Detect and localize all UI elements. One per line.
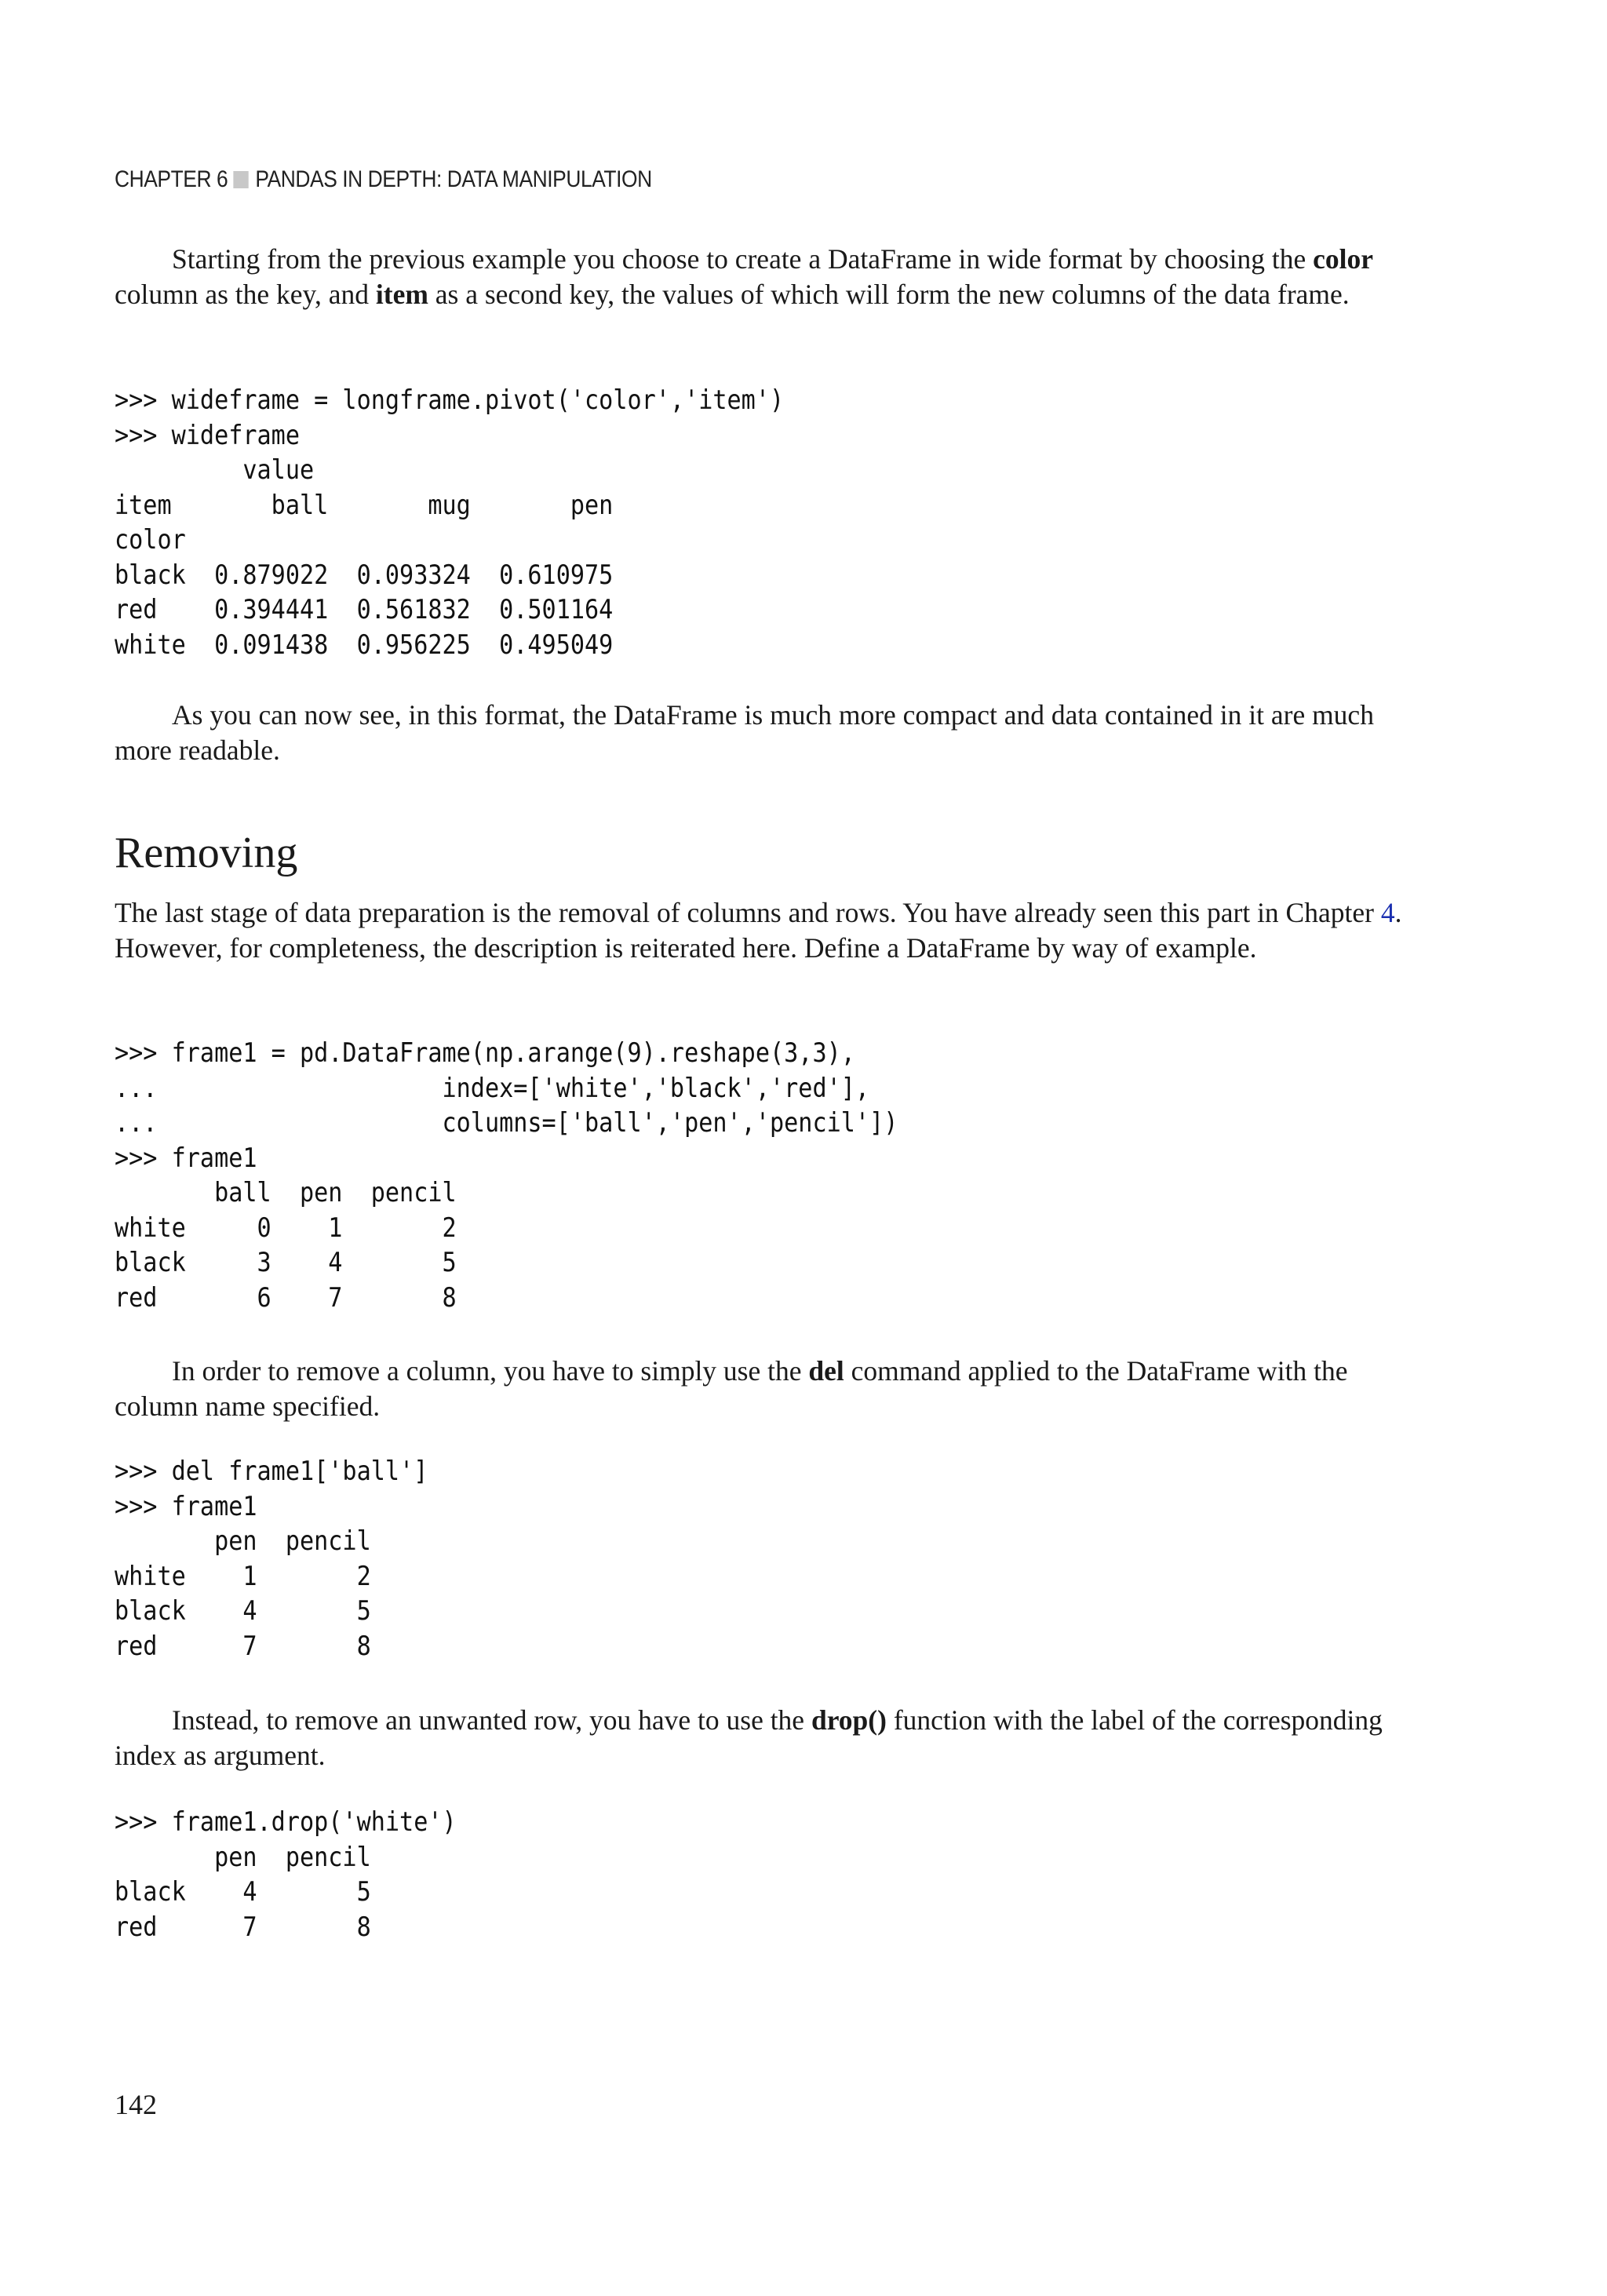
page-number: 142 bbox=[115, 2089, 157, 2120]
section-heading: Removing bbox=[115, 829, 298, 877]
code-block-frame1: >>> frame1 = pd.DataFrame(np.arange(9).reshape(3,3), ... index=['white','black','red'], ... columns=['ball','pen','pencil']) >>> frame1 ball pen pencil white 0 1 2 black 3 4 5 red 6 7 8 bbox=[115, 1037, 898, 1313]
intro-text-2: column as the key, and bbox=[115, 278, 376, 310]
removing-text-1: The last stage of data preparation is the removal of columns and rows. You have already seen this part in Chapter bbox=[115, 897, 1381, 928]
removing-text-2: . However, for completeness, the description is reiterated here. Define a DataFrame by way of example. bbox=[115, 897, 1402, 964]
del-text-2: command applied to the DataFrame with the column name specified. bbox=[115, 1355, 1348, 1422]
intro-bold-item: item bbox=[375, 278, 428, 310]
drop-text-1: Instead, to remove an unwanted row, you have to use the bbox=[172, 1704, 811, 1736]
intro-bold-color: color bbox=[1313, 243, 1373, 275]
chapter-title: PANDAS IN DEPTH: DATA MANIPULATION bbox=[255, 166, 652, 192]
del-paragraph bbox=[115, 1354, 1425, 1423]
drop-bold: drop() bbox=[811, 1704, 887, 1736]
del-text-1: In order to remove a column, you have to simply use the bbox=[172, 1355, 809, 1387]
intro-paragraph bbox=[115, 242, 1425, 312]
drop-paragraph bbox=[115, 1703, 1425, 1773]
drop-text-2: function with the label of the corresponding index as argument. bbox=[115, 1704, 1383, 1771]
code-block-drop: >>> frame1.drop('white') pen pencil black 4 5 red 7 8 bbox=[115, 1806, 457, 1942]
compact-paragraph: As you can now see, in this format, the DataFrame is much more compact and data contained in it are much more readable. bbox=[115, 699, 1374, 766]
del-bold: del bbox=[808, 1355, 844, 1387]
separator-square-icon bbox=[233, 171, 248, 188]
intro-text-1: Starting from the previous example you choose to create a DataFrame in wide format by choosing the bbox=[172, 243, 1314, 275]
code-block-del: >>> del frame1['ball'] >>> frame1 pen pencil white 1 2 black 4 5 red 7 8 bbox=[115, 1456, 428, 1661]
removing-paragraph bbox=[115, 895, 1425, 965]
running-head bbox=[115, 166, 652, 193]
chapter-link[interactable]: 4 bbox=[1380, 897, 1395, 928]
intro-text-3: as a second key, the values of which will form the new columns of the data frame. bbox=[428, 278, 1350, 310]
code-block-wideframe: >>> wideframe = longframe.pivot('color','item') >>> wideframe value item ball mug pen color black 0.879022 0.093324 0.610975 red 0.394441 0.561832 0.501164 white 0.091438 0.956225 0.495049 bbox=[115, 384, 785, 660]
chapter-label: CHAPTER 6 bbox=[115, 166, 228, 192]
